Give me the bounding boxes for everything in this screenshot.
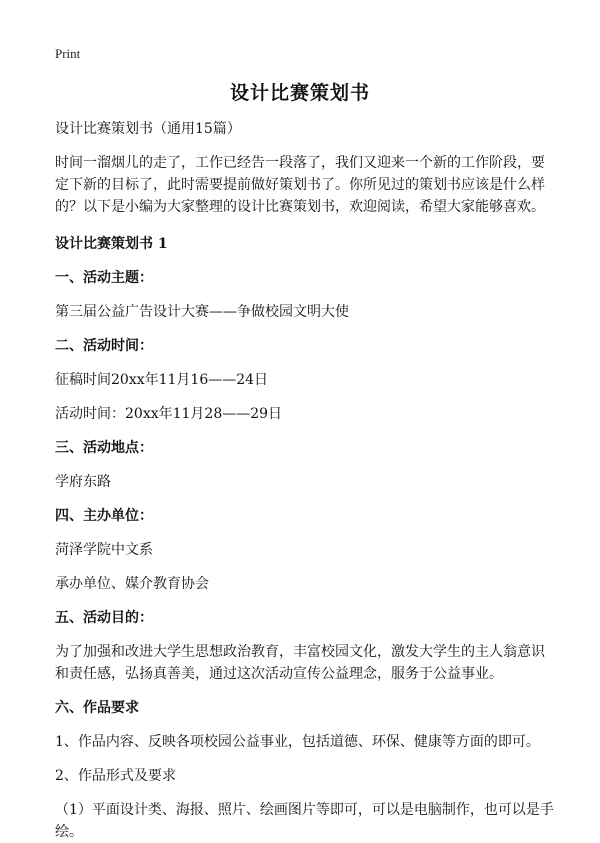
time-collect-text: 征稿时间20xx年11月16——24日 xyxy=(55,372,269,388)
time-heading: 二、活动时间： xyxy=(55,338,153,354)
purpose-text: 为了加强和改进大学生思想政治教育，丰富校园文化，激发大学生的主人翁意识和责任感，弘扬真善美，通过这次活动宣传公益理念，服务于公益事业。 xyxy=(55,644,545,682)
theme-heading: 一、活动主题： xyxy=(55,270,153,286)
works-heading: 六、作品要求 xyxy=(55,700,139,716)
document-subtitle: 设计比赛策划书（通用15篇） xyxy=(55,121,241,137)
time-event-text: 活动时间：20xx年11月28——29日 xyxy=(55,406,283,422)
purpose-heading: 五、活动目的： xyxy=(55,610,153,626)
works-item-2: 2、作品形式及要求 xyxy=(55,768,176,784)
place-heading: 三、活动地点： xyxy=(55,440,153,456)
section-title: 设计比赛策划书 1 xyxy=(55,236,168,252)
co-host-text: 承办单位、媒介教育协会 xyxy=(55,576,209,592)
host-text: 菏泽学院中文系 xyxy=(55,542,153,558)
print-link[interactable]: Print xyxy=(55,46,81,61)
place-text: 学府东路 xyxy=(55,474,111,490)
works-item-1: 1、作品内容、反映各项校园公益事业，包括道德、环保、健康等方面的即可。 xyxy=(55,734,540,750)
intro-paragraph: 时间一溜烟儿的走了，工作已经告一段落了，我们又迎来一个新的工作阶段，要定下新的目标了，此时需要提前做好策划书了。你所见过的策划书应该是什么样的？以下是小编为大家整理的设计比赛策划书，欢迎阅读，希望大家能够喜欢。 xyxy=(55,155,545,215)
works-item-2-1: （1）平面设计类、海报、照片、绘画图片等即可，可以是电脑制作，也可以是手绘。 xyxy=(55,802,554,840)
theme-text: 第三届公益广告设计大赛——争做校园文明大使 xyxy=(55,304,349,320)
host-heading: 四、主办单位： xyxy=(55,508,153,524)
document-title: 设计比赛策划书 xyxy=(229,82,370,104)
document-body xyxy=(55,118,555,843)
